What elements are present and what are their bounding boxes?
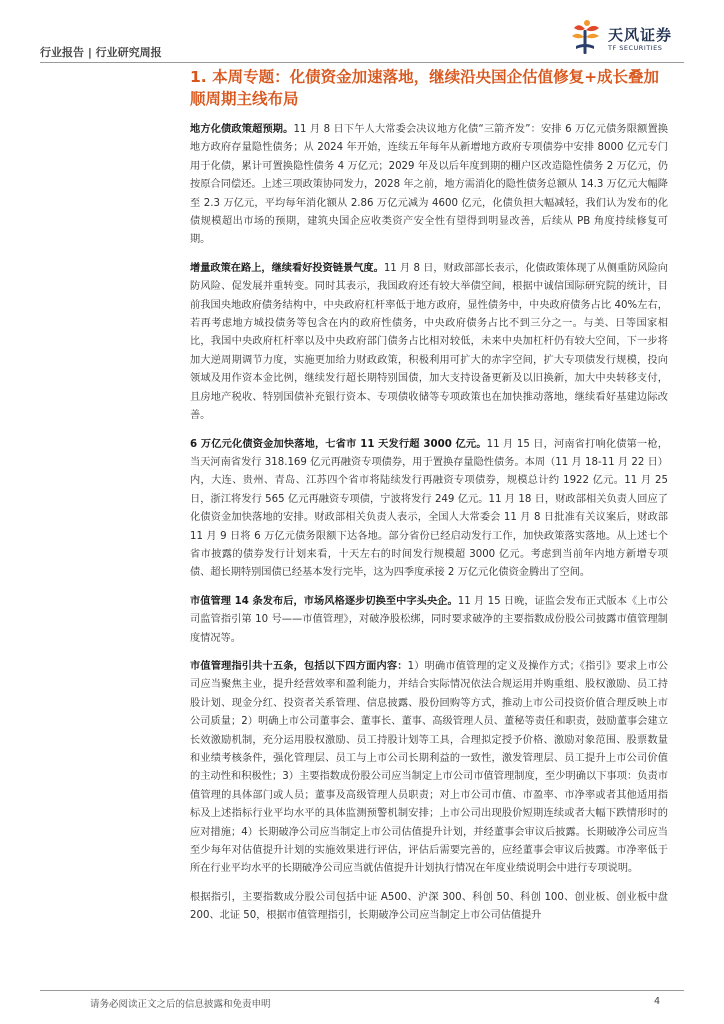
paragraph-index-constituents bbox=[190, 889, 668, 926]
paragraph-text: 1）明确市值管理的定义及操作方式；《指引》要求上市公司应当聚焦主业，提升经营效率和盈利能力，并结合实际情况依法合规运用并购重组、股权激励、员工持股计划、现金分红、投资者关系管理、信息披露、股份回购等方式，推动上市公司投资价值合理反映上市公司质量；2）明确上市公司董事会、董事长、董事、高级管理人员、董秘等责任和职责，鼓励董事会建立长效激励机制，充分运用股权激励、员工持股计划等工具，合理拟定授予价格、激励对象范围、股票数量和业绩考核条件，强化管理层、员工与上市公司长期利益的一致性，激发管理层、员工提升上市公司价值的主动性和积极性；3）主要指数成份股公司应当制定上市公司市值管理制度，至少明确以下事项：负责市值管理的具体部门或人员；董事及高级管理人员职责；对上市公司市值、市盈率、市净率或者其他适用指标及上述指标行业平均水平的具体监测预警机制安排；上市公司出现股价短期连续或者大幅下跌情形时的应对措施；4）长期破净公司应当制定上市公司估值提升计划，并经董事会审议后披露。长期破净公司应当至少每年对估值提升计划的实施效果进行评估，评估后需要完善的，应经董事会审议后披露。市净率低于所在行业平均水平的长期破净公司应当就估值提升计划执行情况在年度业绩说明会中进行专项说明。 bbox=[190, 660, 668, 875]
paragraph-text: 11 月 15 日晚，证监会发布正式版本《上市公司监管指引第 10 号——市值管理》，对破净股松绑，同时要求破净的主要指数成份股公司披露市值管理制度情况等。 bbox=[190, 595, 668, 644]
paragraph-text: 11 月 8 日，财政部部长表示，化债政策体现了从侧重防风险向防风险、促发展并重转变。同时其表示，我国政府还有较大举债空间，根据中诚信国际研究院的统计，目前我国央地政府债务结构中，中央政府杠杆率低于地方政府，显性债务中，中央政府债务占比 40%左右，若再考虑地方城投债务等包含在内的政府性债务，中央政府债务占比不到三分之一。与美、日等国家相比，我国中央政府杠杆率以及中央政府部门债务占比相对较低，未来中央加杠杆仍有较大空间，下一步将加大逆周期调节力度，实施更加给力财政政策，积极利用可扩大的赤字空间，扩大专项债发行规模，投向领域及用作资本金比例，继续发行超长期特别国债，加大支持设备更新及以旧换新，加大中央转移支付，且房地产税收、特别国债补充银行资本、专项债收储等专项政策也在加快推动落地，继续看好基建边际改善。 bbox=[190, 262, 668, 422]
paragraph-market-cap-14 bbox=[190, 593, 668, 648]
paragraph-local-debt-policy bbox=[190, 121, 668, 250]
paragraph-guideline-content bbox=[190, 658, 668, 879]
page-header bbox=[0, 0, 724, 64]
paragraph-lead: 市值管理指引共十五条，包括以下四方面内容： bbox=[190, 660, 408, 672]
paragraph-lead: 6 万亿元化债资金加快落地，七省市 11 天发行超 3000 亿元。 bbox=[190, 438, 487, 450]
paragraph-text: 11 月 8 日下午人大常委会决议地方化债“三箭齐发”：安排 6 万亿元债务限额置换地方政府存量隐性债务；从 2024 年开始，连续五年每年从新增地方政府专项债券中安排 8000 亿元专门用于化债，累计可置换隐性债务 4 万亿元；2029 年及以后年度到期的棚户区改造隐性债务 2 万亿元，仍按原合同偿还。上述三项政策协同发力，2028 年之前，地方需消化的隐性债务总额从 14.3 万亿元大幅降至 2.3 万亿元，平均每年消化额从 2.86 万亿元减为 4600 亿元，化债负担大幅减轻，我们认为发布的化债规模超出市场的预期，建筑央国企应收类资产安全性有望得到明显改善，后续从 PB 角度持续修复可期。 bbox=[190, 124, 668, 246]
footer-disclaimer: 请务必阅读正文之后的信息披露和免责申明 bbox=[90, 999, 271, 1010]
paragraph-lead: 地方化债政策超预期。 bbox=[190, 124, 294, 135]
paragraph-incremental-policy bbox=[190, 260, 668, 426]
paragraph-text: 根据指引，主要指数成分股公司包括中证 A500、沪深 300、科创 50、科创 100、创业板、创业板中盘 200、北证 50，根据市值管理指引，长期破净公司应当制定上市公司估值提升 bbox=[190, 891, 668, 922]
header-divider bbox=[40, 62, 684, 63]
paragraph-lead: 市值管理 14 条发布后，市场风格逐步切换至中字头央企。 bbox=[190, 595, 458, 607]
logo-english-text: TF SECURITIES bbox=[608, 44, 663, 52]
main-content bbox=[190, 66, 668, 936]
page-number: 4 bbox=[654, 996, 661, 1007]
paragraph-debt-funds bbox=[190, 436, 668, 583]
logo-mark-icon bbox=[568, 18, 602, 56]
brand-logo bbox=[568, 18, 688, 58]
report-category: 行业报告 | 行业研究周报 bbox=[40, 46, 162, 59]
footer-divider bbox=[40, 990, 684, 991]
paragraph-text: 11 月 15 日，河南省打响化债第一枪，当天河南省发行 318.169 亿元再融资专项债券，用于置换存量隐性债务。本周（11 月 18-11 月 22 日）内，大连、贵州、青岛、江苏四个省市将陆续发行再融资专项债券，规模总计约 1922 亿元。11 月 25 日，浙江将发行 565 亿元再融资专项债，宁波将发行 249 亿元。11 月 18 日，财政部相关负责人回应了化债资金加快落地的安排。财政部相关负责人表示，全国人大常委会 11 月 8 日批准有关议案后，财政部 11 月 9 日将 6 万亿元债务限额下达各地。部分省份已经启动发行工作，加快政策落实落地。从上述七个省市披露的债券发行计划来看，十天左右的时间发行规模超 3000 亿元。考虑到当前年内地方新增专项债、超长期特别国债已经基本发行完毕，这为四季度承接 2 万亿元化债资金腾出了空间。 bbox=[190, 438, 668, 579]
section-title: 1. 本周专题：化债资金加速落地，继续沿央国企估值修复+成长叠加顺周期主线布局 bbox=[190, 68, 660, 108]
logo-chinese-text: 天风证券 bbox=[608, 26, 673, 44]
paragraph-lead: 增量政策在路上，继续看好投资链景气度。 bbox=[190, 262, 384, 274]
